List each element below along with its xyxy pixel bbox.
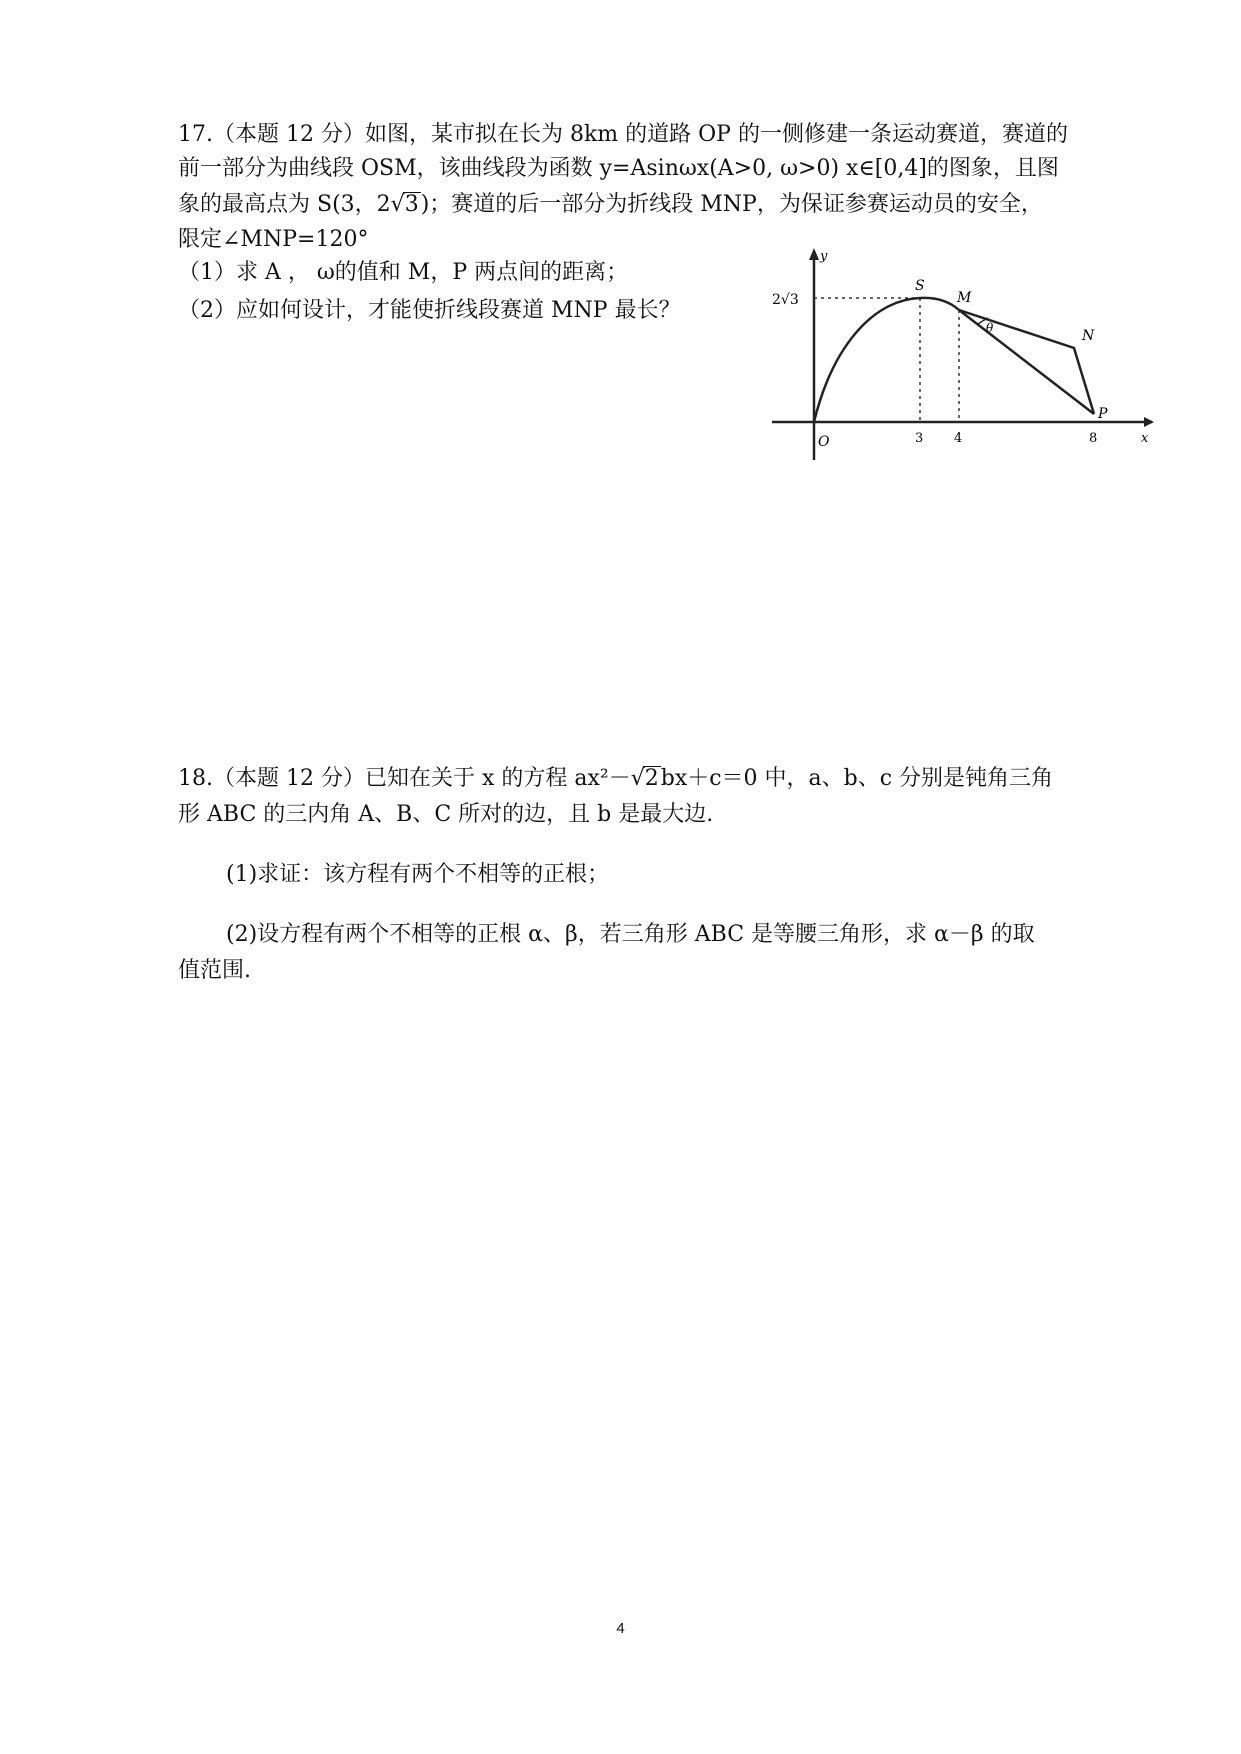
x-tick-4: 4 <box>954 431 963 446</box>
q18-part-2-line-2: 值范围. <box>178 958 251 983</box>
q17-figure <box>752 228 1160 472</box>
q17-line-3-a: 象的最高点为 S(3，2 <box>178 192 391 217</box>
x-axis-arrow <box>1144 417 1154 427</box>
q18-line-1-b: bx＋c＝0 中，a、b、c 分别是钝角三角 <box>660 766 1054 791</box>
q18-part-1: (1)求证：该方程有两个不相等的正根； <box>226 862 610 887</box>
point-s-label: S <box>915 278 925 294</box>
q17-line-4: 限定∠MNP=120° <box>178 227 369 252</box>
q18-line-1-sqrt: 2 <box>644 766 659 791</box>
x-tick-8: 8 <box>1089 431 1098 446</box>
point-p-label: P <box>1098 406 1108 422</box>
radical-sign: √ <box>630 766 645 791</box>
origin-label: O <box>818 434 830 450</box>
y-axis-arrow <box>809 248 819 260</box>
q17-line-3-sqrt: 3 <box>404 192 419 217</box>
q17-line-2: 前一部分为曲线段 OSM，该曲线段为函数 y=Asinωx(A>0, ω>0) x∈[0,4]的图象，且图 <box>178 156 1059 181</box>
q17-line-1: 17.（本题 12 分）如图，某市拟在长为 8km 的道路 OP 的一侧修建一条运动赛道，赛道的 <box>178 122 1068 147</box>
q17-line-3-b: )；赛道的后一部分为折线段 MNP，为保证参赛运动员的安全， <box>420 192 1043 217</box>
curve-osm <box>814 298 959 422</box>
point-n-label: N <box>1082 328 1095 344</box>
segment-mp <box>959 310 1094 414</box>
radical-sign: √ <box>390 192 405 217</box>
point-m-label: M <box>957 290 972 306</box>
q17-line-3 <box>178 190 1043 220</box>
y-axis-label: y <box>820 249 828 264</box>
q18-line-1 <box>178 764 1053 794</box>
q18-part-2-line-1: (2)设方程有两个不相等的正根 α、β，若三角形 ABC 是等腰三角形，求 α－β 的取 <box>226 922 1035 947</box>
theta-label: θ <box>986 321 994 335</box>
q18-line-1-a: 18.（本题 12 分）已知在关于 x 的方程 ax²－ <box>178 766 631 791</box>
page-number: 4 <box>616 1620 625 1637</box>
q17-subquestion-1: （1）求 A ， ω的值和 M，P 两点间的距离； <box>178 260 629 285</box>
y-tick-2root3: 2√3 <box>772 292 799 308</box>
x-axis-label: x <box>1141 431 1149 446</box>
q18-line-2: 形 ABC 的三内角 A、B、C 所对的边，且 b 是最大边. <box>178 802 714 827</box>
x-tick-3: 3 <box>915 431 924 446</box>
q17-subquestion-2: （2）应如何设计，才能使折线段赛道 MNP 最长？ <box>178 298 681 323</box>
